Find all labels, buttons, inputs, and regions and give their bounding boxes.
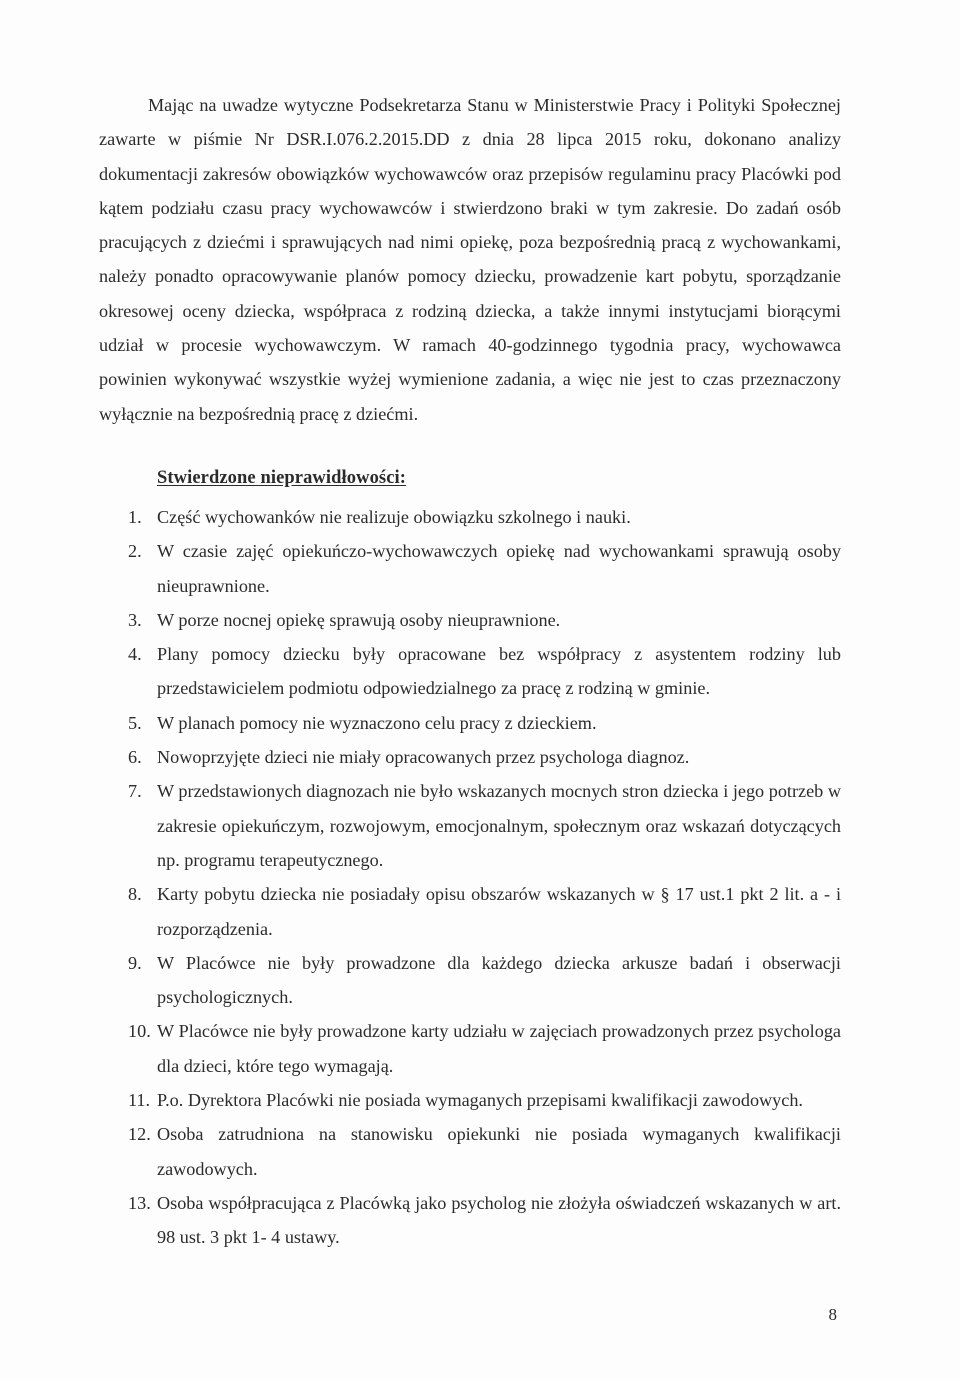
finding-text: W przedstawionych diagnozach nie było wskazanych mocnych stron dziecka i jego potrzeb w zakresie opiekuńczym, rozwojowym, emocjonalnym, społecznym oraz wskazań dotyczących np. programu terapeutycznego. [157,781,841,870]
finding-number: 8. [128,884,142,905]
finding-number: 2. [128,541,142,562]
finding-item [128,1083,841,1117]
finding-text: Część wychowanków nie realizuje obowiązku szkolnego i nauki. [157,507,631,527]
finding-item [128,603,841,637]
finding-number: 1. [128,507,142,527]
finding-text: W planach pomocy nie wyznaczono celu pracy z dzieckiem. [157,712,597,733]
intro-paragraph: Mając na uwadze wytyczne Podsekretarza Stanu w Ministerstwie Pracy i Polityki Społecznej zawarte w piśmie Nr DSR.I.076.2.2015.DD z dnia 28 lipca 2015 roku, dokonano analizy dokumentacji zakresów obowiązków wychowawców oraz przepisów regulaminu pracy Placówki pod kątem podziału czasu pracy wychowawców i stwierdzono braki w tym zakresie. Do zadań osób pracujących z dziećmi i sprawujących nad nimi opiekę, poza bezpośrednią pracą z wychowankami, należy ponadto opracowywanie planów pomocy dziecku, prowadzenie kart pobytu, sporządzanie okresowej oceny dziecka, współpraca z rodziną dziecka, a także innymi instytucjami biorącymi udział w procesie wychowawczym. W ramach 40-godzinnego tygodnia pracy, wychowawca powinien wykonywać wszystkie wyżej wymienione zadania, a więc nie jest to czas przeznaczony wyłącznie na bezpośrednią pracę z dziećmi. [99,95,841,424]
finding-item [128,877,841,946]
finding-text: W Placówce nie były prowadzone karty udziału w zajęciach prowadzonych przez psychologa dla dzieci, które tego wymagają. [157,1021,841,1076]
finding-item [128,637,841,706]
finding-text: W Placówce nie były prowadzone dla każdego dziecka arkusze badań i obserwacji psychologicznych. [157,952,841,1008]
finding-text: Osoba zatrudniona na stanowisku opiekunki nie posiada wymaganych kwalifikacji zawodowych. [157,1124,841,1179]
finding-item [128,1014,841,1083]
finding-item [128,500,841,534]
page-number: 8 [828,1305,837,1324]
finding-item [128,740,841,774]
finding-number: 12. [128,1124,151,1145]
finding-item [128,1186,841,1255]
finding-number: 11. [128,1090,151,1111]
finding-text: W porze nocnej opiekę sprawują osoby nieuprawnione. [157,609,561,630]
finding-text: Plany pomocy dziecku były opracowane bez współpracy z asystentem rodziny lub przedstawicielem podmiotu odpowiedzialnego za pracę z rodziną w gminie. [157,644,841,699]
finding-text: Osoba współpracująca z Placówką jako psycholog nie złożyła oświadczeń wskazanych w art. 98 ust. 3 pkt 1- 4 ustawy. [157,1192,841,1248]
finding-number: 4. [128,644,142,665]
finding-number: 13. [128,1192,151,1213]
finding-item [128,946,841,1015]
finding-text: Nowoprzyjęte dzieci nie miały opracowanych przez psychologa diagnoz. [157,747,690,768]
section-heading: Stwierdzone nieprawidłowości: [157,468,407,488]
finding-number: 9. [128,952,142,973]
finding-item [128,1117,841,1186]
finding-item [128,706,841,740]
finding-number: 3. [128,609,142,630]
finding-text: W czasie zajęć opiekuńczo-wychowawczych opiekę nad wychowankami sprawują osoby nieuprawnione. [157,541,841,596]
finding-number: 6. [128,747,142,768]
finding-text: P.o. Dyrektora Placówki nie posiada wymaganych przepisami kwalifikacji zawodowych. [157,1090,803,1111]
finding-text: Karty pobytu dziecka nie posiadały opisu obszarów wskazanych w § 17 ust.1 pkt 2 lit. a - i rozporządzenia. [157,884,841,939]
finding-number: 10. [128,1021,151,1042]
finding-number: 7. [128,781,142,802]
finding-item [128,774,841,877]
findings-list [128,500,841,1255]
finding-number: 5. [128,712,142,733]
finding-item [128,534,841,603]
